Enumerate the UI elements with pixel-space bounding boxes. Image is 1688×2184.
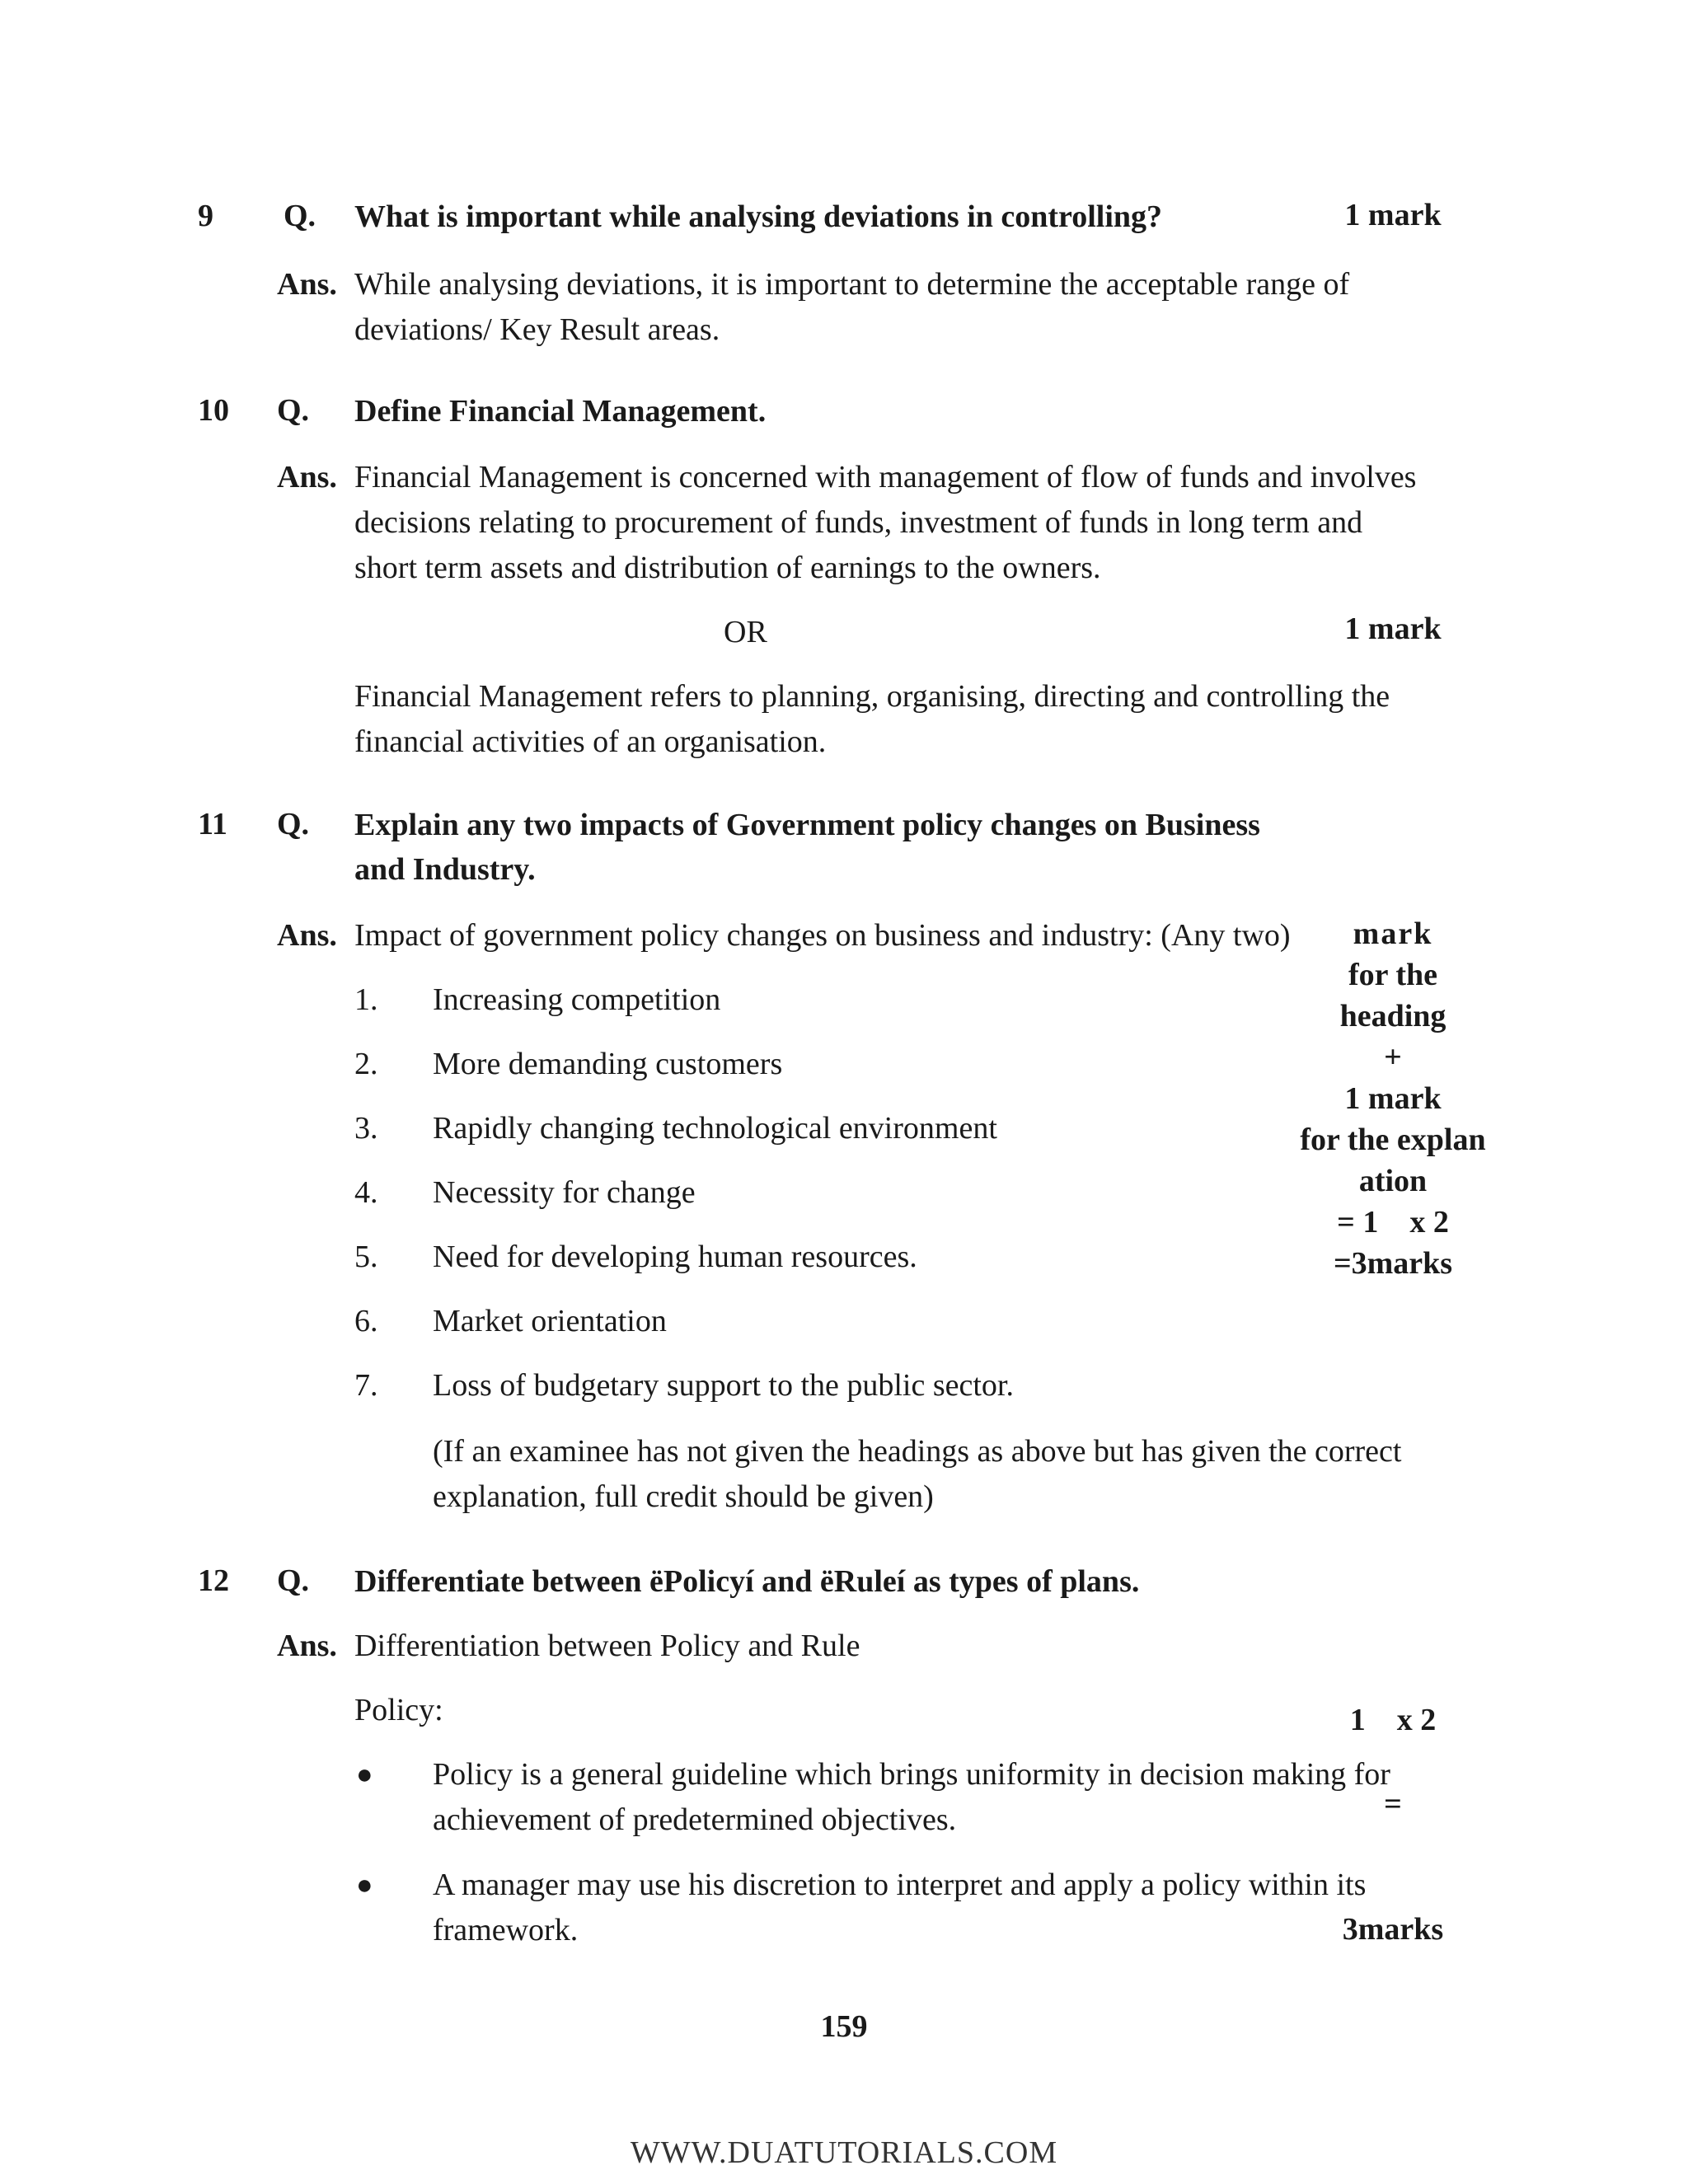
question-text: Differentiate between ëPolicyí and ëRuleí as types of plans.: [354, 1564, 1140, 1599]
bullet-icon: ●: [356, 1870, 373, 1900]
note-text: (If an examinee has not given the headings as above but has given the correct explanation, full credit should be given): [433, 1434, 1402, 1514]
answer-text: Financial Management is concerned with management of flow of funds and involves decisions relating to procurement of funds, investment of funds in long term and short term assets and distribution of earnings to the owners.: [354, 460, 1417, 585]
marks-label: 1 mark: [1344, 198, 1442, 232]
marks-label: 3marks: [1342, 1912, 1444, 1947]
marks-label: =: [1384, 1787, 1402, 1821]
question-number: 9: [198, 199, 213, 233]
answer-label: Ans.: [277, 1629, 337, 1663]
question-text: What is important while analysing deviations in controlling?: [354, 199, 1163, 234]
or-separator: OR: [724, 615, 767, 649]
list-item-number: 5.: [354, 1240, 378, 1274]
marks-label: 1 x 2: [1349, 1703, 1437, 1737]
answer-intro: Impact of government policy changes on business and industry: (Any two): [354, 918, 1291, 953]
bullet-item: Policy is a general guideline which brings uniformity in decision making for achievement of predetermined objectives.: [433, 1757, 1390, 1837]
question-label: Q.: [277, 393, 310, 428]
marks-label: +: [1384, 1040, 1402, 1075]
list-item-number: 6.: [354, 1304, 378, 1338]
question-text-line1: Explain any two impacts of Government policy changes on Business: [354, 808, 1260, 842]
question-number: 11: [198, 807, 227, 841]
marks-label: for the explan: [1300, 1122, 1486, 1157]
sub-heading: Policy:: [354, 1693, 443, 1727]
question-label: Q.: [277, 807, 310, 841]
marks-label: mark: [1353, 916, 1433, 951]
marks-label: = 1 x 2: [1337, 1205, 1449, 1240]
question-text: Define Financial Management.: [354, 394, 767, 429]
list-item-number: 1.: [354, 982, 378, 1017]
bullet-icon: ●: [356, 1760, 373, 1790]
answer-text: While analysing deviations, it is important to determine the acceptable range of deviations/ Key Result areas.: [354, 267, 1350, 347]
answer-label: Ans.: [277, 460, 337, 494]
answer-alt-text: Financial Management refers to planning, organising, directing and controlling the financial activities of an organisation.: [354, 679, 1390, 759]
marks-label: 1 mark: [1344, 1081, 1442, 1116]
marks-label: for the: [1348, 958, 1437, 992]
list-item: Rapidly changing technological environment: [433, 1111, 997, 1146]
list-item-number: 2.: [354, 1047, 378, 1081]
list-item: Increasing competition: [433, 982, 721, 1017]
marks-label: =3marks: [1333, 1246, 1453, 1281]
list-item: Need for developing human resources.: [433, 1240, 917, 1274]
list-item: Market orientation: [433, 1304, 667, 1338]
list-item-number: 7.: [354, 1368, 378, 1403]
answer-intro: Differentiation between Policy and Rule: [354, 1629, 860, 1663]
question-text-line2: and Industry.: [354, 852, 536, 887]
marks-label: 1 mark: [1344, 612, 1442, 646]
list-item: More demanding customers: [433, 1047, 783, 1081]
list-item-number: 3.: [354, 1111, 378, 1146]
list-item: Necessity for change: [433, 1175, 696, 1210]
page-number: 159: [820, 2009, 868, 2044]
list-item-number: 4.: [354, 1175, 378, 1210]
list-item: Loss of budgetary support to the public sector.: [433, 1368, 1014, 1403]
question-number: 10: [198, 393, 229, 428]
question-number: 12: [198, 1563, 229, 1598]
answer-label: Ans.: [277, 918, 337, 953]
marks-label: heading: [1339, 999, 1447, 1033]
bullet-item: A manager may use his discretion to interpret and apply a policy within its framework.: [433, 1868, 1367, 1947]
answer-label: Ans.: [277, 267, 337, 302]
marks-label: ation: [1358, 1164, 1428, 1198]
footer-website: WWW.DUATUTORIALS.COM: [630, 2135, 1058, 2170]
question-label: Q.: [277, 1563, 310, 1598]
question-label: Q.: [284, 199, 316, 233]
